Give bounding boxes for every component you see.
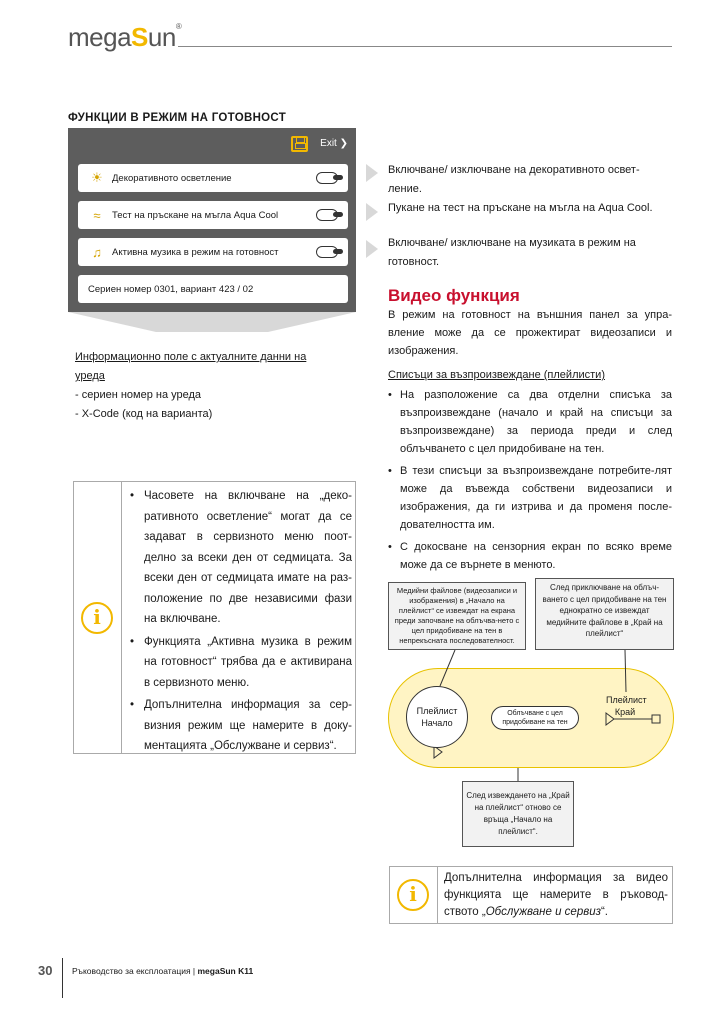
video-item: • На разположение са два отделни списъка за възпроизвеждане (начало и край на списъци за възпроизвеждане) за периода преди и след облъчването с цел придобиване на тен. [388, 386, 672, 458]
note-box [73, 481, 356, 754]
brand-logo: megaSun® [68, 22, 182, 52]
row-standby-music[interactable] [78, 238, 348, 266]
tanning-node: Облъчване с цел придобиване на тен [491, 706, 579, 730]
info-field-title-cont: уреда [75, 370, 105, 382]
header-divider [178, 46, 672, 47]
note-box-video [389, 866, 673, 924]
section-title: ФУНКЦИИ В РЕЖИМ НА ГОТОВНОСТ [68, 112, 287, 124]
note-item: • Функцията „Активна музика в режим на готовност“ трябва да е активирана в сервизното меню. [130, 632, 352, 694]
info-field-description [75, 348, 355, 424]
diagram-box-loop: След извеждането на „Край на плейлист“ отново се връща „Начало на плейлист“. [462, 781, 574, 847]
toggle-switch[interactable] [316, 172, 338, 184]
row-decorative-light[interactable] [78, 164, 348, 192]
row-label: Тест на пръскане на мъгла Aqua Cool [112, 209, 279, 221]
video-intro: В режим на готовност на външния панел за упра-вление може да се прожектират видеозаписи и изображения. [388, 309, 672, 357]
video-title: Видео функция [388, 286, 520, 305]
save-icon[interactable] [291, 136, 308, 152]
playlist-start-node: Плейлист Начало [406, 686, 468, 748]
video-item: • С докосване на сензорния екран по всяко време може да се върнете в менюто. [388, 538, 672, 574]
page-number: 30 [38, 963, 53, 978]
footer-divider [62, 958, 63, 998]
playlist-end-label: Плейлист Край [606, 695, 647, 717]
row-aqua-cool-test[interactable] [78, 201, 348, 229]
note-item: • Допълнителна информация за сер-визния режим ще намерите в доку-ментацията „Обслужване и сервиз“. [130, 695, 352, 757]
toggle-switch[interactable] [316, 209, 338, 221]
note-icon-bar [74, 482, 122, 753]
footer-text: Ръководство за експлоатация | megaSun K11 [72, 966, 254, 976]
mist-icon: ≈ [93, 207, 101, 223]
serial-info-field: Сериен номер 0301, вариант 423 / 02 [78, 275, 348, 303]
pointer-arrow-icon [366, 203, 378, 221]
note-item: • Часовете на включване на „деко-ративното осветление“ могат да се задават в сервизното меню поот-делно за всеки ден от седмицата. За всеки ден от седмицата имате на раз-положение по две независими фази на включване. [130, 486, 352, 630]
panel-pointer-shape [68, 312, 356, 332]
note-video-text: Допълнителна информация за видео функцията ще намерите в ръковод-ството „Обслужване и сервиз“. [444, 872, 668, 918]
lamp-icon: ☀ [91, 170, 103, 185]
toggle-switch[interactable] [316, 246, 338, 258]
description-aqua-cool: Пукане на тест на пръскане на мъгла на Aqua Cool. [388, 202, 653, 214]
video-body [388, 306, 672, 574]
info-field-title: Информационно поле с актуалните данни на [75, 351, 307, 363]
info-field-item: - сериен номер на уреда [75, 389, 202, 401]
pointer-arrow-icon [366, 164, 378, 182]
description-decorative-light: Включване/ изключване на декоративното освет-лeние. [388, 164, 640, 195]
info-icon: i [397, 879, 429, 911]
exit-button[interactable]: Exit ❯ [320, 138, 348, 149]
info-icon: i [81, 602, 113, 634]
playlist-subtitle: Списъци за възпроизвеждане (плейлисти) [388, 369, 605, 381]
panel-toolbar [68, 128, 356, 160]
row-label: Декоративното осветление [112, 172, 232, 184]
note-list [130, 486, 352, 759]
diagram-box-end: След приключване на облъч-ването с цел придобиване на тен еднократно се извеждат медийните файлове в „Край на плейлист“ [535, 578, 674, 650]
row-label: Активна музика в режим на готовност [112, 246, 279, 258]
pointer-arrow-icon [366, 240, 378, 258]
diagram-box-start: Медийни файлове (видеозаписи и изображения) в „Начало на плейлист“ се извеждат на екрана преди започване на облъчва-нето с цел придобиване на тен в непрекъсната последователност. [388, 582, 526, 650]
standby-panel [68, 128, 356, 312]
note-icon-bar [390, 867, 438, 923]
video-item: • В тези списъци за възпроизвеждане потребите-лят може да въвежда собствени видеозаписи и изображения, да ги изтрива и да променя после-дователността им. [388, 462, 672, 534]
music-icon: ♫ [92, 244, 102, 260]
video-list [388, 386, 672, 574]
info-field-item: - X-Code (код на варианта) [75, 408, 213, 420]
description-standby-music: Включване/ изключване на музиката в режим на готовност. [388, 237, 636, 268]
